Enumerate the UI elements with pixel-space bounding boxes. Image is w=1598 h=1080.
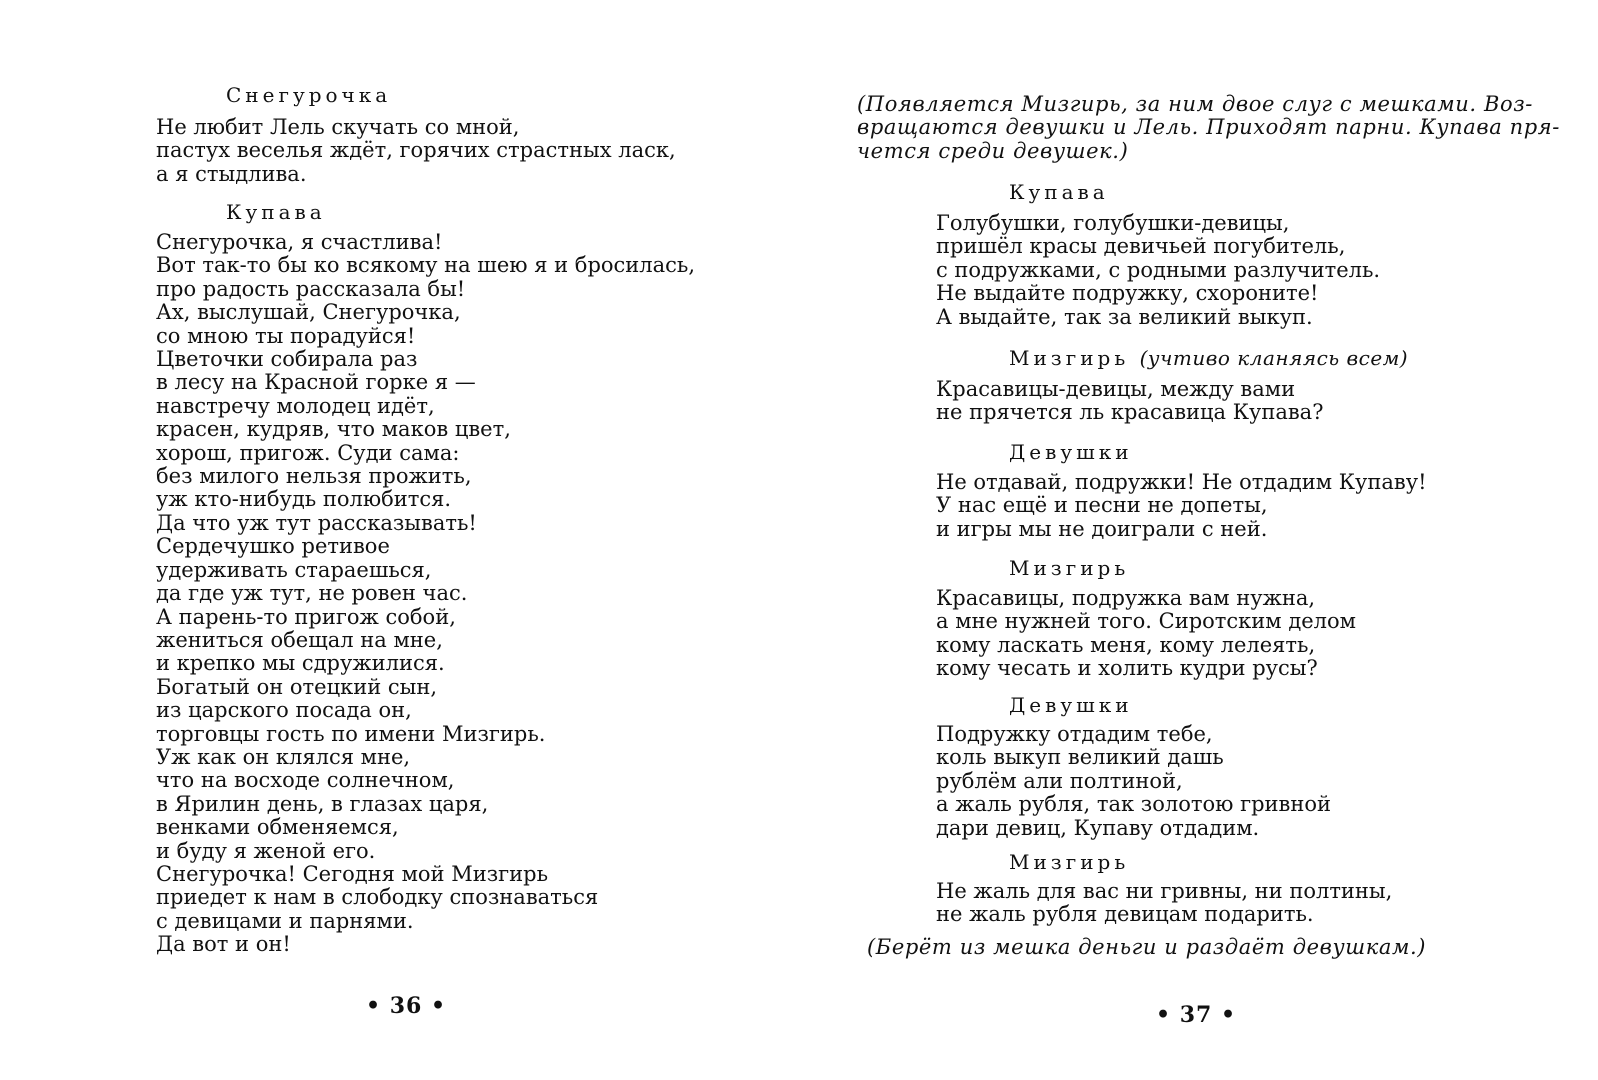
verse-line: торговцы гость по имени Мизгирь. [156,721,546,746]
verse-line: Голубушки, голубушки-девицы, [936,211,1290,235]
speech [156,231,695,957]
stage-line: чется среди девушек.) [857,138,1129,163]
verse-line: а жаль рубля, так золотою гривной [936,792,1332,817]
verse-line: уж кто-нибудь полюбится. [156,487,452,512]
verse-line: пастух веселья ждёт, горячих страстных ласк, [156,138,676,163]
verse-line: да где уж тут, не ровен час. [156,581,468,606]
verse-line: А парень-то пригож собой, [156,604,456,629]
verse-line: Красавицы, подружка вам нужна, [936,586,1316,610]
verse-line: жениться обещал на мне, [156,627,443,652]
verse-line: рублём али полтиной, [936,768,1183,793]
verse-line: Богатый он отецкий сын, [156,674,438,699]
speaker-name: Снегурочка [226,83,392,107]
stage-line: (Появляется Мизгирь, за ним двое слуг с мешками. Воз- [857,92,1533,116]
verse-line: с девицами и парнями. [156,908,414,933]
verse-line: а мне нужней того. Сиротским делом [936,609,1356,634]
verse-line: Не жаль для вас ни гривны, ни полтины, [936,879,1393,903]
verse-line: не жаль рубля девицам подарить. [936,902,1314,927]
speaker-name: Девушки [1009,440,1133,464]
speech [156,116,676,186]
verse-line: Снегурочка, я счастлива! [156,230,443,254]
speech [936,378,1323,425]
verse-line: а я стыдлива. [156,161,307,186]
speaker-name: Мизгирь [1009,850,1130,874]
stage-direction: (Берёт из мешка деньги и раздаёт девушкам.) [867,935,1427,959]
verse-line: Цветочки собирала раз [156,347,418,372]
verse-line: У нас ещё и песни не допеты, [936,493,1268,518]
speaker-name: Мизгирь [1009,556,1130,580]
verse-line: Не любит Лель скучать со мной, [156,115,520,139]
speaker-name: Купава [1009,180,1109,204]
verse-line: навстречу молодец идёт, [156,393,435,418]
verse-line: Не отдавай, подружки! Не отдадим Купаву! [936,470,1427,494]
verse-line: и буду я женой его. [156,838,376,863]
verse-line: Красавицы-девицы, между вами [936,377,1296,401]
speech [936,880,1392,927]
speech [936,212,1380,329]
verse-line: Да вот и он! [156,932,291,957]
verse-line: удерживать стараешься, [156,557,432,582]
verse-line: Уж как он клялся мне, [156,744,411,769]
verse-line: А выдайте, так за великий выкуп. [936,304,1313,329]
verse-line: в лесу на Красной горке я — [156,370,476,395]
page-number: • 36 • [366,993,447,1019]
verse-line: Вот так-то бы ко всякому на шею я и бросилась, [156,253,696,278]
speaker-name: Мизгирь [1009,346,1130,370]
verse-line: Ах, выслушай, Снегурочка, [156,300,461,325]
verse-line: про радость рассказала бы! [156,276,466,301]
verse-line: венками обменяемся, [156,815,399,840]
verse-line: со мною ты порадуйся! [156,323,416,348]
verse-line: Сердечушко ретивое [156,534,390,559]
verse-line: и крепко мы сдружилися. [156,651,445,676]
verse-line: не прячется ль красавица Купава? [936,400,1324,425]
speaker-name: Девушки [1009,693,1133,717]
speaker-with-note [1009,346,1408,370]
verse-line: Не выдайте подружку, схороните! [936,281,1319,306]
verse-line: Да что уж тут рассказывать! [156,510,477,535]
verse-line: красен, кудряв, что маков цвет, [156,417,511,442]
verse-line: пришёл красы девичьей погубитель, [936,234,1346,259]
verse-line: Снегурочка! Сегодня мой Мизгирь [156,861,549,886]
verse-line: в Ярилин день, в глазах царя, [156,791,489,816]
speaker-note: (учтиво кланяясь всем) [1139,346,1409,370]
right-page [799,0,1598,1080]
verse-line: с подружками, с родными разлучитель. [936,257,1381,282]
verse-line: без милого нельзя прожить, [156,464,472,489]
verse-line: Подружку отдадим тебе, [936,722,1213,746]
verse-line: что на восходе солнечном, [156,768,455,793]
speech [936,723,1331,840]
verse-line: кому ласкать меня, кому лелеять, [936,632,1316,657]
speech [936,587,1356,681]
verse-line: коль выкуп великий дашь [936,745,1224,770]
speech [936,471,1427,541]
verse-line: хорош, пригож. Суди сама: [156,440,460,465]
page-number: • 37 • [1156,1002,1237,1028]
verse-line: кому чесать и холить кудри русы? [936,656,1318,681]
stage-line: вращаются девушки и Лель. Приходят парни. Купава пря- [857,115,1560,140]
stage-direction [857,93,1560,163]
verse-line: приедет к нам в слободку спознаваться [156,885,599,910]
speaker-name: Купава [226,200,326,224]
verse-line: и игры мы не доиграли с ней. [936,516,1268,541]
verse-line: дари девиц, Купаву отдадим. [936,815,1260,840]
verse-line: из царского посада он, [156,698,412,723]
